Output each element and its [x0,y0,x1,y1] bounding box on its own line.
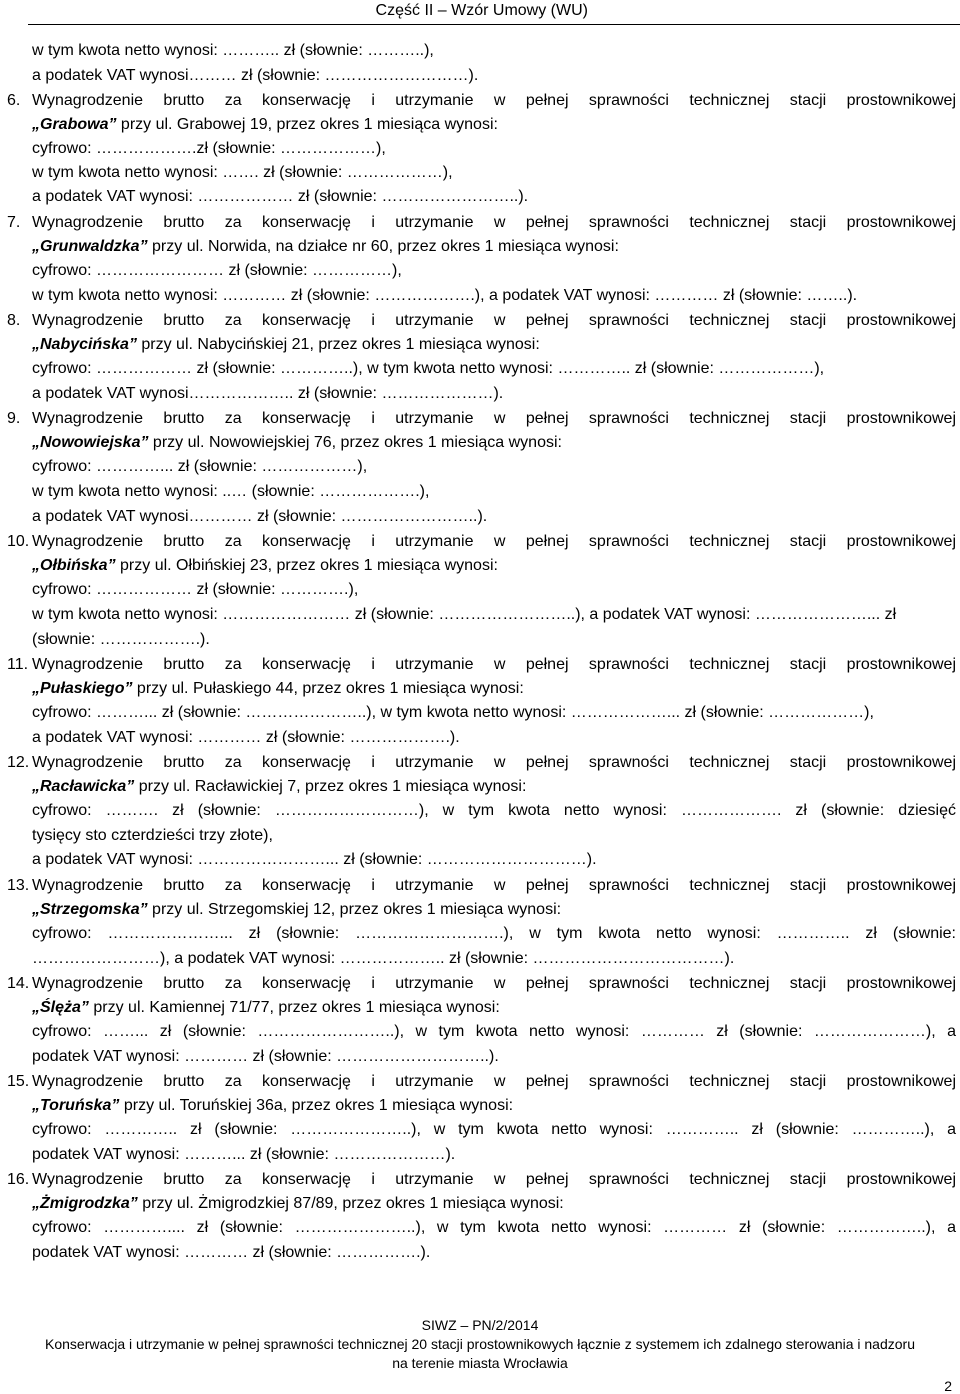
document-line [32,137,386,161]
line-text: cyfrowo: ……………….zł (słownie: ………………), [32,140,386,157]
line-text: przy ul. Norwida, na działce nr 60, przez okres 1 miesiąca wynosi: [147,238,619,255]
document-line [32,677,524,701]
footer-contract-title: Konserwacja i utrzymanie w pełnej sprawności technicznej 20 stacji prostownikowych łącznie z systemem ich zdalnego sterowania i nadzoru [45,1336,915,1352]
section-heading-line [7,751,956,775]
line-text: cyfrowo: ……... zł (słownie: ……………………..), w tym kwota netto wynosi: ………… zł (słownie: …………………), a [32,1023,956,1040]
document-line [32,113,498,137]
line-text: cyfrowo: ………….. zł (słownie: …………………..), w tym kwota netto wynosi: ………….. zł (słownie: …………..), a [32,1121,956,1138]
header-title: Część II – Wzór Umowy (WU) [375,2,588,19]
page-number: 2 [944,1378,952,1394]
line-text: Wynagrodzenie brutto za konserwację i utrzymanie w pełnej sprawności technicznej stacji prostownikowej [32,312,956,329]
document-line [32,185,528,209]
document-line [32,382,503,406]
document-line [32,726,460,750]
line-text: w tym kwota netto wynosi: ……….. zł (słownie: ………..), [32,42,434,59]
document-line [32,1143,455,1167]
document-line [32,1216,956,1240]
line-text: cyfrowo: …………………… zł (słownie: ……………), [32,262,402,279]
section-heading-line [7,530,956,554]
document-line [32,235,619,259]
section-heading-line [7,653,956,677]
document-line [32,1241,430,1265]
section-number: 7. [7,214,21,231]
section-number: 8. [7,312,21,329]
section-heading-line [7,1168,956,1192]
line-text: cyfrowo: ……………… zł (słownie: ………….), [32,581,359,598]
line-text: cyfrowo: …………... zł (słownie: ………………), [32,458,368,475]
document-line [32,1192,564,1216]
line-text: Wynagrodzenie brutto za konserwację i utrzymanie w pełnej sprawności technicznej stacji prostownikowej [32,656,956,673]
station-name: „Grabowa” [32,116,117,133]
document-line [32,578,358,602]
document-line [32,161,453,185]
station-name: „Ołbińska” [32,557,116,574]
line-text: przy ul. Kamiennej 71/77, przez okres 1 miesiąca wynosi: [88,999,500,1016]
section-heading-line [7,1070,956,1094]
line-text: w tym kwota netto wynosi: …………………… zł (słownie: ……………………..), a podatek VAT wynosi: …………………... zł [32,606,897,623]
line-text: w tym kwota netto wynosi: ………… zł (słownie: ……………….), a podatek VAT wynosi: ………… zł (słownie: ……..). [32,287,858,304]
section-number: 14. [7,975,30,992]
document-line [32,701,874,725]
line-text: cyfrowo: ………. zł (słownie: ………………………), w tym kwota netto wynosi: ………………. zł (słownie: dziesięć [32,802,956,819]
line-text: cyfrowo: ………... zł (słownie: …………………..), w tym kwota netto wynosi: ………………... zł (słownie: ………………), [32,704,874,721]
section-number: 6. [7,92,21,109]
line-text: Wynagrodzenie brutto za konserwację i utrzymanie w pełnej sprawności technicznej stacji prostownikowej [32,754,956,771]
document-line [32,1094,513,1118]
line-text: a podatek VAT wynosi……… zł (słownie: ………………………). [32,67,479,84]
line-text: Wynagrodzenie brutto za konserwację i utrzymanie w pełnej sprawności technicznej stacji prostownikowej [32,92,956,109]
line-text: cyfrowo: …………………... zł (słownie: ……………………….), w tym kwota netto wynosi: ………….. zł (słownie: [32,925,956,942]
line-text: ……………………), a podatek VAT wynosi: ……………….. zł (słownie: ………………………………). [32,950,735,967]
document-line [32,480,429,504]
document-line [32,39,434,63]
line-text: przy ul. Nabycińskiej 21, przez okres 1 miesiąca wynosi: [136,336,540,353]
footer-location: na terenie miasta Wrocławia [392,1355,568,1371]
document-line [32,848,597,872]
section-number: 10. [7,533,30,550]
header-divider [28,24,960,25]
section-number: 12. [7,754,30,771]
station-name: „Grunwaldzka” [32,238,148,255]
line-text: Wynagrodzenie brutto za konserwację i utrzymanie w pełnej sprawności technicznej stacji prostownikowej [32,533,956,550]
line-text: a podatek VAT wynosi: ………… zł (słownie: ……………….). [32,729,460,746]
document-line [32,628,210,652]
line-text: Wynagrodzenie brutto za konserwację i utrzymanie w pełnej sprawności technicznej stacji prostownikowej [32,1073,956,1090]
section-heading-line [7,874,956,898]
line-text: przy ul. Nowowiejskiej 76, przez okres 1 miesiąca wynosi: [148,434,562,451]
section-heading-line [7,89,956,113]
document-line [32,431,562,455]
page-header [0,0,960,24]
line-text: cyfrowo: ………….... zł (słownie: …………………..), w tym kwota netto wynosi: ………… zł (słownie: ……………..), a [32,1219,956,1236]
document-line [32,603,896,627]
line-text: w tym kwota netto wynosi: ..… (słownie: ……………….), [32,483,430,500]
line-text: Wynagrodzenie brutto za konserwację i utrzymanie w pełnej sprawności technicznej stacji prostownikowej [32,1171,956,1188]
document-line [32,284,857,308]
document-line [32,259,402,283]
section-number: 15. [7,1073,30,1090]
line-text: a podatek VAT wynosi: ……………… zł (słownie: ……………………..). [32,188,529,205]
line-text: Wynagrodzenie brutto za konserwację i utrzymanie w pełnej sprawności technicznej stacji prostownikowej [32,877,956,894]
station-name: „Ślęża” [32,999,89,1016]
document-line [32,824,273,848]
station-name: „Strzegomska” [32,901,148,918]
document-line [32,455,367,479]
document-line [32,996,500,1020]
station-name: „Nowowiejska” [32,434,149,451]
section-number: 13. [7,877,30,894]
document-line [32,1045,499,1069]
document-line [32,357,824,381]
page-footer [0,1316,960,1373]
station-name: „Racławicka” [32,778,135,795]
section-heading-line [7,407,956,431]
line-text: Wynagrodzenie brutto za konserwację i utrzymanie w pełnej sprawności technicznej stacji prostownikowej [32,410,956,427]
document-line [32,898,561,922]
line-text: podatek VAT wynosi: ………… zł (słownie: …………….). [32,1244,431,1261]
line-text: cyfrowo: ……………… zł (słownie: …………..), w tym kwota netto wynosi: ………….. zł (słownie: ………………), [32,360,825,377]
document-line [32,799,956,823]
line-text: Wynagrodzenie brutto za konserwację i utrzymanie w pełnej sprawności technicznej stacji prostownikowej [32,214,956,231]
station-name: „Nabycińska” [32,336,137,353]
line-text: podatek VAT wynosi: ………... zł (słownie: …………………). [32,1146,456,1163]
document-line [32,1020,956,1044]
footer-document-code: SIWZ – PN/2/2014 [421,1317,539,1333]
document-line [32,333,540,357]
line-text: (słownie: ……………….). [32,631,210,648]
section-number: 16. [7,1171,30,1188]
line-text: przy ul. Żmigrodzkiej 87/89, przez okres 1 miesiąca wynosi: [137,1195,564,1212]
document-line [32,922,956,946]
line-text: Wynagrodzenie brutto za konserwację i utrzymanie w pełnej sprawności technicznej stacji prostownikowej [32,975,956,992]
line-text: przy ul. Racławickiej 7, przez okres 1 miesiąca wynosi: [134,778,527,795]
line-text: tysięcy sto czterdzieści trzy złote), [32,827,273,844]
line-text: przy ul. Toruńskiej 36a, przez okres 1 miesiąca wynosi: [119,1097,514,1114]
section-heading-line [7,211,956,235]
section-heading-line [7,972,956,996]
line-text: a podatek VAT wynosi……………….. zł (słownie: …………………). [32,385,504,402]
station-name: „Toruńska” [32,1097,120,1114]
section-heading-line [7,309,956,333]
document-line [32,947,734,971]
line-text: przy ul. Strzegomskiej 12, przez okres 1 miesiąca wynosi: [147,901,562,918]
station-name: „Pułaskiego” [32,680,133,697]
line-text: przy ul. Grabowej 19, przez okres 1 miesiąca wynosi: [116,116,498,133]
line-text: w tym kwota netto wynosi: ……. zł (słownie: ………………), [32,164,453,181]
line-text: przy ul. Ołbińskiej 23, przez okres 1 miesiąca wynosi: [115,557,498,574]
document-line [32,64,478,88]
document-line [32,1118,956,1142]
line-text: przy ul. Pułaskiego 44, przez okres 1 miesiąca wynosi: [132,680,524,697]
document-line [32,775,526,799]
line-text: a podatek VAT wynosi: ……………………... zł (słownie: …………………………). [32,851,597,868]
line-text: podatek VAT wynosi: ………… zł (słownie: ………………………..). [32,1048,499,1065]
section-number: 11. [7,656,29,673]
document-line [32,554,498,578]
line-text: a podatek VAT wynosi………… zł (słownie: ……………………..). [32,508,488,525]
section-number: 9. [7,410,21,427]
document-line [32,505,487,529]
station-name: „Żmigrodzka” [32,1195,138,1212]
